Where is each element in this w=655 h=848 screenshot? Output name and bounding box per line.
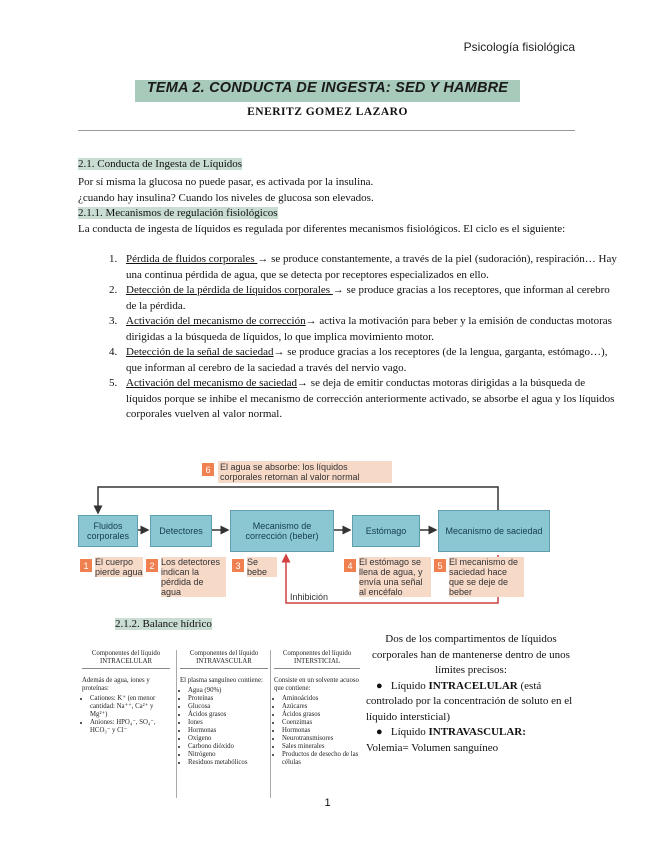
section-2-1-paragraph [78, 175, 374, 206]
section-heading-2-1-text: 2.1. Conducta de Ingesta de Líquidos [78, 158, 243, 170]
table-intro: Además de agua, iones y proteínas: [82, 677, 150, 692]
table-header: Componentes del líquido INTERSTICIAL [274, 650, 360, 669]
bullet-text: (está controlado por la concentración de soluto en el líquido intersticial) [366, 679, 573, 723]
section-heading-2-1-1-text: 2.1.1. Mecanismos de regulación fisiológicos [78, 207, 278, 219]
fluid-regulation-diagram [78, 455, 578, 615]
list-item-text: → se deja de emitir conductas motoras dirigidas a la búsqueda de líquidos porque se inhibe el mecanismo de corrección anteriormente activado, se absorbe el agua y los líquidos corporales vuelven al valor normal. [126, 377, 615, 420]
box-correction-mechanism: Mecanismo de corrección (beber) [230, 510, 334, 552]
list-item-term: Activación del mecanismo de corrección [126, 315, 306, 327]
table-item: • Hormonas [188, 727, 268, 735]
list-item [120, 376, 617, 423]
table-intro: El plasma sanguíneo contiene: [180, 677, 263, 684]
table-col-intracellular [82, 650, 170, 798]
table-col-interstitial [270, 650, 360, 798]
step-3-label: Se bebe [247, 557, 277, 577]
fluid-components-table [82, 650, 358, 798]
list-item [120, 314, 617, 345]
table-col-intravascular [176, 650, 268, 798]
table-item: • Cationes: K⁺ (en menor cantidad: Na⁺⁺, Ca²⁺ y Mg²⁺) [90, 695, 170, 719]
table-item: • Productos de desecho de las células [282, 751, 360, 767]
page-number: 1 [324, 797, 331, 809]
bullet-prefix: Líquido [390, 679, 429, 692]
box-satiety-mechanism: Mecanismo de saciedad [438, 510, 550, 552]
table-item: • Ácidos grasos [188, 711, 268, 719]
bullet-intracellular [366, 679, 576, 726]
header-course-name: Psicología fisiológica [463, 40, 575, 54]
table-item: • Nitrógeno [188, 751, 268, 759]
section-heading-2-1 [78, 158, 242, 170]
step-3-number: 3 [232, 559, 244, 572]
step-5-number: 5 [434, 559, 446, 572]
step-1-number: 1 [80, 559, 92, 572]
step-2-number: 2 [146, 559, 158, 572]
document-title: TEMA 2. CONDUCTA DE INGESTA: SED Y HAMBRE [146, 80, 509, 96]
list-item-term: Pérdida de fluidos corporales [126, 253, 258, 265]
balance-intro: Dos de los compartimentos de líquidos corporales han de mantenerse dentro de unos límites precisos: [372, 633, 570, 676]
table-item: • Glucosa [188, 703, 268, 711]
list-item-text: → se produce gracias a los receptores (de la lengua, garganta, estómago…), que informan al cerebro de la saciedad a través del nervio vago. [126, 346, 608, 374]
bullet-dot: ● [376, 679, 391, 692]
section-2-1-1-intro: La conducta de ingesta de líquidos es regulada por diferentes mecanismos fisiológicos. El ciclo es el siguiente: [78, 223, 566, 235]
box-detectors: Detectores [150, 515, 212, 547]
table-header: Componentes del líquido INTRACELULAR [82, 650, 170, 669]
list-item-term: Detección de la pérdida de líquidos corporales [126, 284, 333, 296]
table-item: • Coenzimas [282, 719, 360, 727]
table-item: • Carbono dióxido [188, 743, 268, 751]
table-header: Componentes del líquido INTRAVASCULAR [180, 650, 268, 669]
table-item: • Residuos metabólicos [188, 759, 268, 767]
list-item-text: → se produce gracias a los receptores, que informan al cerebro de la pérdida. [126, 284, 610, 312]
bullet-dot: ● [376, 726, 391, 738]
list-item-text: → se produce constantemente, a través de la piel (sudoración), respiración… Hay una continua pérdida de agua, que se detecta por receptores especializados en ello. [126, 253, 617, 281]
table-item: • Neurotransmisores [282, 735, 360, 743]
section-heading-2-1-2 [115, 618, 212, 630]
step-1-label: El cuerpo pierde agua [95, 557, 143, 577]
table-intro: Consiste en un solvente acuoso que contiene: [274, 677, 359, 692]
paragraph-line: ¿cuando hay insulina? Cuando los niveles de glucosa son elevados. [78, 191, 374, 204]
list-item-term: Activación del mecanismo de saciedad [126, 377, 298, 389]
inhibition-label: Inhibición [290, 592, 329, 602]
table-item: • Oxígeno [188, 735, 268, 743]
list-item-term: Detección de la señal de saciedad [126, 346, 274, 358]
table-item: • Iones [188, 719, 268, 727]
step-5-label: El mecanismo de saciedad hace que se deje de beber [449, 557, 524, 597]
title-divider [78, 130, 575, 131]
bullet-prefix: Líquido [390, 726, 429, 738]
author-name: ENERITZ GOMEZ LAZARO [247, 106, 408, 118]
step-4-label: El estómago se llena de agua, y envía una señal al encéfalo [359, 557, 431, 597]
bullet-term: INTRACELULAR [428, 679, 518, 692]
regulation-cycle-list [80, 252, 617, 423]
table-item: • Aniones: HPO₄⁻, SO₄⁻, HCO₃⁻ y Cl⁻ [90, 719, 170, 735]
list-item-text: → activa la motivación para beber y la emisión de conductas motoras dirigidas a la búsqueda de líquidos, lo que implica movimiento motor. [126, 315, 612, 343]
table-item: • Sales minerales [282, 743, 360, 751]
table-item: • Ácidos grasos [282, 711, 360, 719]
bullet-intravascular [366, 725, 576, 741]
box-stomach: Estómago [352, 515, 420, 547]
volemia-line: Volemia= Volumen sanguíneo [366, 741, 499, 754]
table-item: • Azúcares [282, 703, 360, 711]
step-4-number: 4 [344, 559, 356, 572]
table-item: • Aminoácidos [282, 695, 360, 703]
balance-text-block [366, 632, 576, 756]
table-item: • Proteínas [188, 695, 268, 703]
table-item: • Agua (90%) [188, 687, 268, 695]
step-2-label: Los detectores indican la pérdida de agua [161, 557, 226, 597]
step-6-label: El agua se absorbe: los líquidos corporales retornan al valor normal [218, 461, 392, 483]
box-body-fluids: Fluidos corporales [78, 515, 138, 547]
list-item [120, 252, 617, 283]
list-item [120, 345, 617, 376]
bullet-term: INTRAVASCULAR: [428, 726, 526, 738]
step-6-number: 6 [202, 463, 214, 476]
table-item: • Hormonas [282, 727, 360, 735]
paragraph-line: Por sí misma la glucosa no puede pasar, es activada por la insulina. [78, 176, 374, 188]
section-heading-2-1-1 [78, 207, 278, 219]
section-heading-2-1-2-text: 2.1.2. Balance hídrico [115, 618, 212, 630]
list-item [120, 283, 617, 314]
